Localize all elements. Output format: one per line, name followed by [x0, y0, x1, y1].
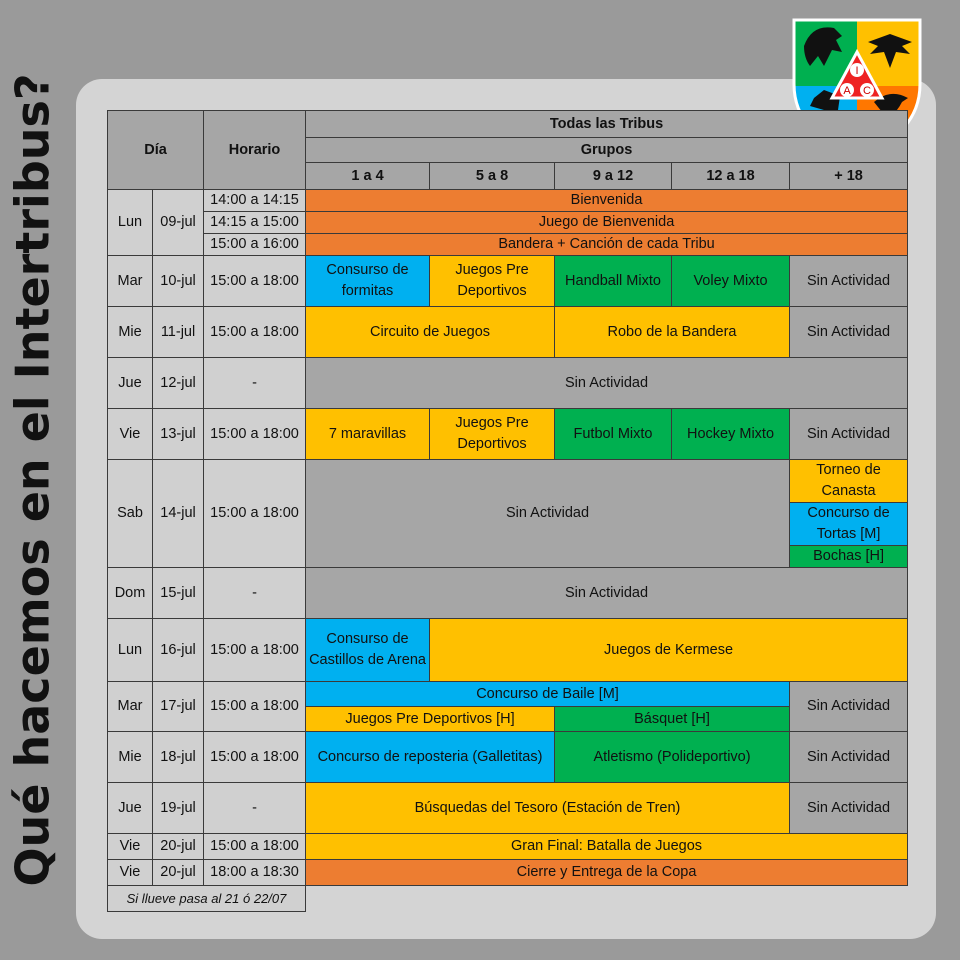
time-cell: - [204, 783, 306, 834]
date-cell: 10-jul [153, 256, 204, 307]
activity-cell: Gran Final: Batalla de Juegos [306, 834, 908, 860]
date-cell: 20-jul [153, 860, 204, 886]
header-all-tribes: Todas las Tribus [306, 111, 908, 138]
time-cell: 15:00 a 18:00 [204, 834, 306, 860]
crest-letter-a: A [843, 85, 851, 97]
activity-cell: Voley Mixto [672, 256, 790, 307]
day-cell: Mie [108, 732, 153, 783]
day-cell: Sab [108, 460, 153, 568]
activity-cell: Sin Actividad [790, 307, 908, 358]
activity-cell: Juegos de Kermese [430, 619, 908, 682]
day-cell: Jue [108, 358, 153, 409]
activity-cell: Concurso de Baile [M] [306, 682, 790, 707]
activity-cell: Atletismo (Polideportivo) [555, 732, 790, 783]
activity-cell: Robo de la Bandera [555, 307, 790, 358]
time-cell: 15:00 a 18:00 [204, 619, 306, 682]
activity-cell: Bienvenida [306, 190, 908, 212]
day-cell: Vie [108, 860, 153, 886]
activity-cell: Cierre y Entrega de la Copa [306, 860, 908, 886]
date-cell: 18-jul [153, 732, 204, 783]
day-cell: Mar [108, 682, 153, 732]
rain-note: Si llueve pasa al 21 ó 22/07 [108, 886, 306, 912]
activity-cell: Concurso de Tortas [M] [790, 503, 908, 546]
date-cell: 11-jul [153, 307, 204, 358]
time-cell: - [204, 358, 306, 409]
activity-cell: Futbol Mixto [555, 409, 672, 460]
activity-cell: Búsquedas del Tesoro (Estación de Tren) [306, 783, 790, 834]
activity-cell: Circuito de Juegos [306, 307, 555, 358]
activity-cell: Básquet [H] [555, 707, 790, 732]
date-cell: 13-jul [153, 409, 204, 460]
activity-cell: Sin Actividad [790, 783, 908, 834]
header-groups: Grupos [306, 138, 908, 163]
day-cell: Jue [108, 783, 153, 834]
date-cell: 12-jul [153, 358, 204, 409]
time-cell: 15:00 a 18:00 [204, 682, 306, 732]
activity-cell: Sin Actividad [790, 732, 908, 783]
time-cell: - [204, 568, 306, 619]
time-cell: 15:00 a 18:00 [204, 256, 306, 307]
date-cell: 14-jul [153, 460, 204, 568]
day-cell: Mar [108, 256, 153, 307]
schedule-table [107, 110, 908, 912]
activity-cell: Consurso de formitas [306, 256, 430, 307]
activity-cell: Sin Actividad [790, 256, 908, 307]
time-cell: 14:15 a 15:00 [204, 212, 306, 234]
activity-cell: Sin Actividad [790, 409, 908, 460]
header-group-12-18: 12 a 18 [672, 163, 790, 190]
header-day: Día [108, 111, 204, 190]
date-cell: 15-jul [153, 568, 204, 619]
activity-cell: Sin Actividad [306, 358, 908, 409]
day-cell: Mie [108, 307, 153, 358]
crest-letter-i: I [855, 65, 859, 77]
activity-cell: Consurso de Castillos de Arena [306, 619, 430, 682]
time-cell: 15:00 a 18:00 [204, 409, 306, 460]
activity-cell: Handball Mixto [555, 256, 672, 307]
date-cell: 19-jul [153, 783, 204, 834]
activity-cell: Juegos Pre Deportivos [H] [306, 707, 555, 732]
day-cell: Lun [108, 190, 153, 256]
activity-cell: Sin Actividad [790, 682, 908, 732]
activity-cell: Concurso de reposteria (Galletitas) [306, 732, 555, 783]
header-group-18-plus: + 18 [790, 163, 908, 190]
page-title: Qué hacemos en el Intertribus? [6, 73, 61, 887]
activity-cell: Sin Actividad [306, 568, 908, 619]
time-cell: 15:00 a 18:00 [204, 307, 306, 358]
day-cell: Vie [108, 409, 153, 460]
activity-cell: Bandera + Canción de cada Tribu [306, 234, 908, 256]
activity-cell: Torneo de Canasta [790, 460, 908, 503]
activity-cell: Juegos Pre Deportivos [430, 409, 555, 460]
date-cell: 17-jul [153, 682, 204, 732]
day-cell: Lun [108, 619, 153, 682]
header-group-1-4: 1 a 4 [306, 163, 430, 190]
activity-cell: Juegos Pre Deportivos [430, 256, 555, 307]
header-group-5-8: 5 a 8 [430, 163, 555, 190]
day-cell: Vie [108, 834, 153, 860]
day-cell: Dom [108, 568, 153, 619]
time-cell: 15:00 a 16:00 [204, 234, 306, 256]
crest-letter-c: C [863, 85, 871, 97]
activity-cell: Sin Actividad [306, 460, 790, 568]
activity-cell: 7 maravillas [306, 409, 430, 460]
date-cell: 09-jul [153, 190, 204, 256]
header-group-9-12: 9 a 12 [555, 163, 672, 190]
time-cell: 18:00 a 18:30 [204, 860, 306, 886]
activity-cell: Juego de Bienvenida [306, 212, 908, 234]
time-cell: 15:00 a 18:00 [204, 732, 306, 783]
activity-cell: Hockey Mixto [672, 409, 790, 460]
time-cell: 14:00 a 14:15 [204, 190, 306, 212]
activity-cell: Bochas [H] [790, 546, 908, 568]
header-schedule: Horario [204, 111, 306, 190]
date-cell: 20-jul [153, 834, 204, 860]
date-cell: 16-jul [153, 619, 204, 682]
time-cell: 15:00 a 18:00 [204, 460, 306, 568]
page-title-container [0, 0, 66, 960]
